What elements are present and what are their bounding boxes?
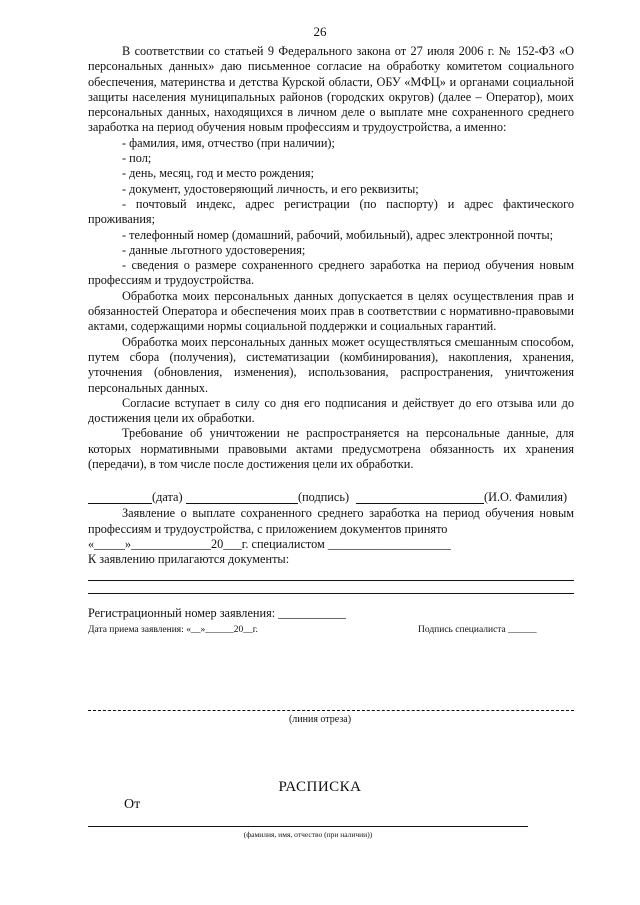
registration-number[interactable]: Регистрационный номер заявления: ___________ [88, 605, 346, 620]
date-field[interactable] [88, 490, 152, 508]
date-caption: (дата) [152, 490, 183, 505]
receipt-from-label: От [124, 797, 141, 812]
list-item: - данные льготного удостоверения; [122, 242, 306, 257]
statement-text: Заявление о выплате сохраненного среднего заработка на период обучения новым профессиям и трудоустройства, с приложением документов принято [88, 506, 574, 536]
purpose-paragraph: Обработка моих персональных данных допускается в целях осуществления прав и обязанностей Оператора и обеспечения моих прав в соответствии с нормативно-правовыми актами, содержащими нормы социальной поддержки и социальных гарантий. [88, 288, 574, 334]
attachments-line[interactable] [88, 581, 574, 594]
signature-row [88, 490, 574, 506]
personal-data-list [88, 136, 574, 289]
consent-form [88, 44, 574, 637]
page-number: 26 [313, 24, 327, 39]
validity-paragraph: Согласие вступает в силу со дня его подписания и действует до его отзыва или до достижения цели их обработки. [88, 395, 574, 426]
receipt-date-label[interactable]: Дата приема заявления: «__»______20__г. [88, 624, 258, 635]
statement-date-line[interactable]: «_____»_____________20___г. специалистом ____________________ [88, 536, 451, 551]
list-item: - сведения о размере сохраненного среднего заработка на период обучения новым профессиям и трудоустройства. [88, 258, 574, 288]
receipt-from-field[interactable] [88, 826, 528, 827]
destruction-paragraph: Требование об уничтожении не распространяется на персональные данные, для которых нормативными правовыми актами предусмотрена обязанность их хранения (передачи), в том числе после достижения цели их обработки. [88, 426, 574, 472]
cut-line-caption: (линия отреза) [288, 714, 352, 725]
name-field[interactable] [356, 490, 484, 508]
attachments-line[interactable] [88, 568, 574, 581]
receipt-from-caption: (фамилия, имя, отчество (при наличии)) [243, 830, 373, 839]
consent-paragraph: В соответствии со статьей 9 Федерального закона от 27 июля 2006 г. № 152-ФЗ «О персональных данных» даю письменное согласие на обработку комитетом социального обеспечения, материнства и детства Курской области, ОБУ «МФЦ» и органами социальной защиты населения муниципальных районов (городских округов) (далее – Оператор), моих персональных данных, находящихся в личном деле о выплате мне сохраненного среднего заработка на период обучения новым профессиям и трудоустройства, а именно: [88, 44, 574, 135]
list-item: - документ, удостоверяющий личность, и его реквизиты; [122, 181, 419, 196]
list-item: - телефонный номер (домашний, рабочий, мобильный), адрес электронной почты; [122, 227, 554, 242]
list-item: - день, месяц, год и место рождения; [122, 166, 315, 181]
receipt-title: РАСПИСКА [278, 779, 362, 795]
signature-field[interactable] [186, 490, 298, 508]
list-item: - почтовый индекс, адрес регистрации (по паспорту) и адрес фактического проживания; [88, 196, 574, 227]
specialist-signature-label[interactable]: Подпись специалиста ______ [418, 624, 537, 635]
name-caption: (И.О. Фамилия) [484, 490, 568, 505]
acceptance-row [88, 623, 574, 637]
signature-caption: (подпись) [298, 490, 350, 505]
cut-line [88, 710, 574, 711]
list-item: - фамилия, имя, отчество (при наличии); [122, 135, 335, 150]
methods-paragraph: Обработка моих персональных данных может осуществляться смешанным способом, путем сбора (получения), систематизации (комбинирования), накопления, хранения, уточнения (обновления, изменения), использования, распространения, уничтожения персональных данных. [88, 334, 574, 395]
attachments-label: К заявлению прилагаются документы: [88, 552, 290, 567]
list-item: - пол; [122, 151, 152, 166]
